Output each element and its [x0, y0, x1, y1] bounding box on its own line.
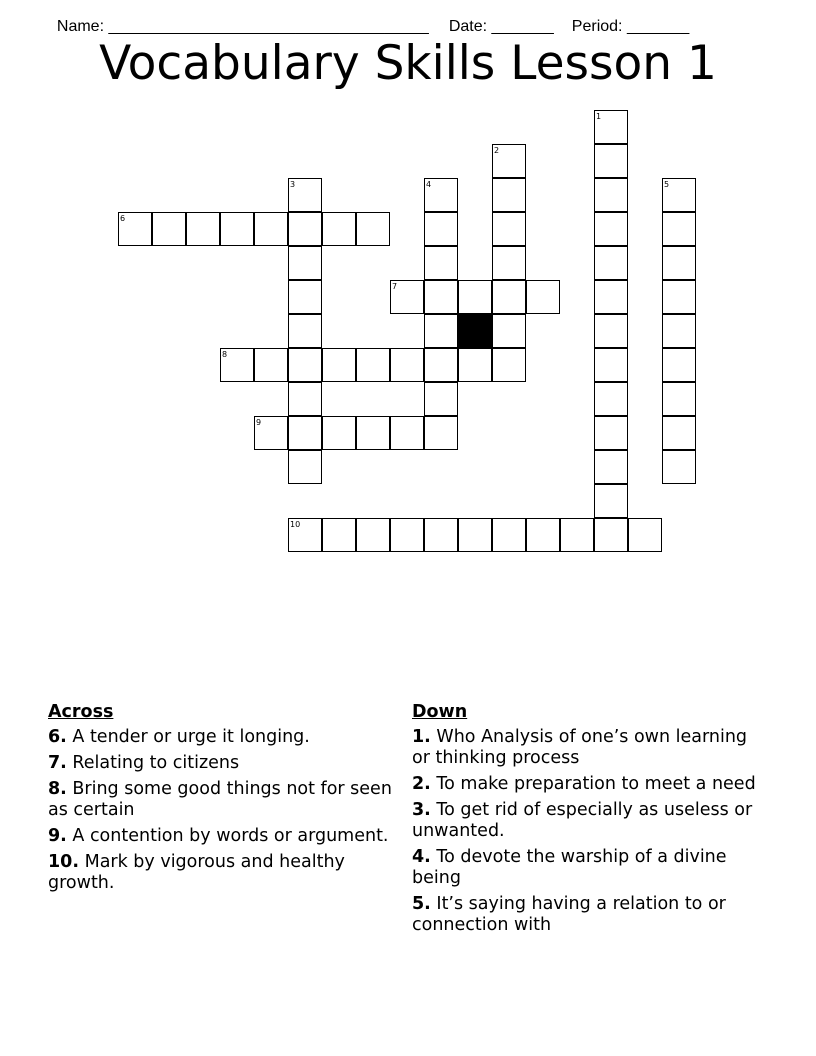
grid-cell[interactable] [288, 348, 322, 382]
grid-cell[interactable] [288, 314, 322, 348]
clue-text: A contention by words or argument. [72, 826, 389, 846]
grid-cell[interactable] [322, 416, 356, 450]
grid-cell[interactable] [492, 348, 526, 382]
grid-cell[interactable] [526, 518, 560, 552]
grid-cell[interactable] [594, 518, 628, 552]
clue-number-label: 9 [256, 418, 262, 427]
clue-text: To devote the warship of a divine being [412, 847, 727, 888]
clue-number-label: 5 [664, 180, 670, 189]
grid-cell[interactable] [662, 416, 696, 450]
grid-cell[interactable] [390, 416, 424, 450]
across-clue [48, 852, 393, 894]
name-field[interactable]: Name: ____________________________________ [56, 18, 429, 35]
grid-cell[interactable] [662, 348, 696, 382]
clue-number: 3. [412, 800, 431, 820]
clue-text: To make preparation to meet a need [436, 774, 756, 794]
grid-cell[interactable] [594, 280, 628, 314]
clue-number-label: 8 [222, 350, 228, 359]
grid-cell[interactable] [220, 212, 254, 246]
page-title: Vocabulary Skills Lesson 1 [99, 36, 717, 91]
grid-cell[interactable] [594, 348, 628, 382]
grid-cell[interactable] [662, 314, 696, 348]
clue-number: 8. [48, 779, 67, 799]
down-clue [412, 727, 762, 769]
grid-cell[interactable] [424, 348, 458, 382]
down-clues [412, 702, 762, 941]
grid-cell[interactable] [322, 348, 356, 382]
grid-cell[interactable] [662, 450, 696, 484]
clue-number: 6. [48, 727, 67, 747]
clue-number-label: 7 [392, 282, 398, 291]
across-clue [48, 753, 393, 774]
across-clue [48, 727, 393, 748]
grid-cell[interactable] [662, 382, 696, 416]
grid-cell[interactable] [526, 280, 560, 314]
grid-cell[interactable] [424, 246, 458, 280]
clue-text: Mark by vigorous and healthy growth. [48, 852, 345, 893]
grid-cell[interactable] [492, 518, 526, 552]
clue-number-label: 3 [290, 180, 296, 189]
grid-cell[interactable] [662, 280, 696, 314]
grid-cell[interactable] [594, 484, 628, 518]
grid-cell[interactable] [492, 280, 526, 314]
grid-cell[interactable] [662, 246, 696, 280]
period-field[interactable]: Period: _______ [571, 18, 690, 35]
grid-cell[interactable] [424, 518, 458, 552]
grid-cell[interactable] [424, 280, 458, 314]
grid-cell[interactable] [322, 212, 356, 246]
grid-cell[interactable] [288, 280, 322, 314]
grid-cell[interactable] [492, 314, 526, 348]
grid-cell[interactable] [288, 382, 322, 416]
grid-cell[interactable] [594, 382, 628, 416]
grid-cell[interactable] [458, 518, 492, 552]
grid-cell[interactable] [424, 416, 458, 450]
across-clue [48, 826, 393, 847]
clue-number-label: 10 [290, 520, 301, 529]
grid-cell[interactable] [458, 280, 492, 314]
grid-cell[interactable] [424, 382, 458, 416]
grid-cell[interactable] [560, 518, 594, 552]
clue-text: It’s saying having a relation to or connection with [412, 894, 726, 935]
grid-cell[interactable] [594, 144, 628, 178]
grid-cell[interactable] [628, 518, 662, 552]
grid-cell[interactable] [662, 212, 696, 246]
grid-cell[interactable] [492, 178, 526, 212]
grid-cell[interactable] [424, 212, 458, 246]
grid-cell[interactable] [356, 518, 390, 552]
down-heading: Down [412, 702, 468, 722]
grid-cell[interactable] [594, 450, 628, 484]
clue-text: Relating to citizens [72, 753, 240, 773]
clue-number-label: 1 [596, 112, 602, 121]
grid-cell[interactable] [186, 212, 220, 246]
down-clue [412, 894, 762, 936]
grid-cell[interactable] [458, 348, 492, 382]
clue-number-label: 4 [426, 180, 432, 189]
grid-cell[interactable] [390, 518, 424, 552]
grid-cell[interactable] [152, 212, 186, 246]
clue-number: 1. [412, 727, 431, 747]
blocked-cell [458, 314, 492, 348]
grid-cell[interactable] [424, 314, 458, 348]
grid-cell[interactable] [594, 416, 628, 450]
clue-number: 10. [48, 852, 80, 872]
grid-cell[interactable] [356, 212, 390, 246]
grid-cell[interactable] [322, 518, 356, 552]
clue-text: Bring some good things not for seen as certain [48, 779, 392, 820]
grid-cell[interactable] [356, 416, 390, 450]
grid-cell[interactable] [288, 246, 322, 280]
clue-number: 7. [48, 753, 67, 773]
clue-number-label: 6 [120, 214, 126, 223]
grid-cell[interactable] [356, 348, 390, 382]
clue-number: 5. [412, 894, 431, 914]
clue-number: 9. [48, 826, 67, 846]
clue-text: A tender or urge it longing. [72, 727, 310, 747]
grid-cell[interactable] [254, 348, 288, 382]
clue-text: To get rid of especially as useless or unwanted. [412, 800, 753, 841]
down-clue [412, 800, 762, 842]
grid-cell[interactable] [492, 212, 526, 246]
grid-cell[interactable] [594, 212, 628, 246]
clue-text: Who Analysis of one’s own learning or thinking process [412, 727, 748, 768]
date-field[interactable]: Date: _______ [448, 18, 554, 35]
grid-cell[interactable] [594, 178, 628, 212]
grid-cell[interactable] [594, 314, 628, 348]
down-clue [412, 847, 762, 889]
grid-cell[interactable] [390, 348, 424, 382]
clue-number-label: 2 [494, 146, 500, 155]
clue-number: 2. [412, 774, 431, 794]
across-clue [48, 779, 393, 821]
grid-cell[interactable] [288, 212, 322, 246]
clue-number: 4. [412, 847, 431, 867]
grid-cell[interactable] [594, 246, 628, 280]
across-clues [48, 702, 393, 899]
across-heading: Across [48, 702, 114, 722]
grid-cell[interactable] [254, 212, 288, 246]
grid-cell[interactable] [492, 246, 526, 280]
grid-cell[interactable] [288, 450, 322, 484]
down-clue [412, 774, 762, 795]
grid-cell[interactable] [288, 416, 322, 450]
